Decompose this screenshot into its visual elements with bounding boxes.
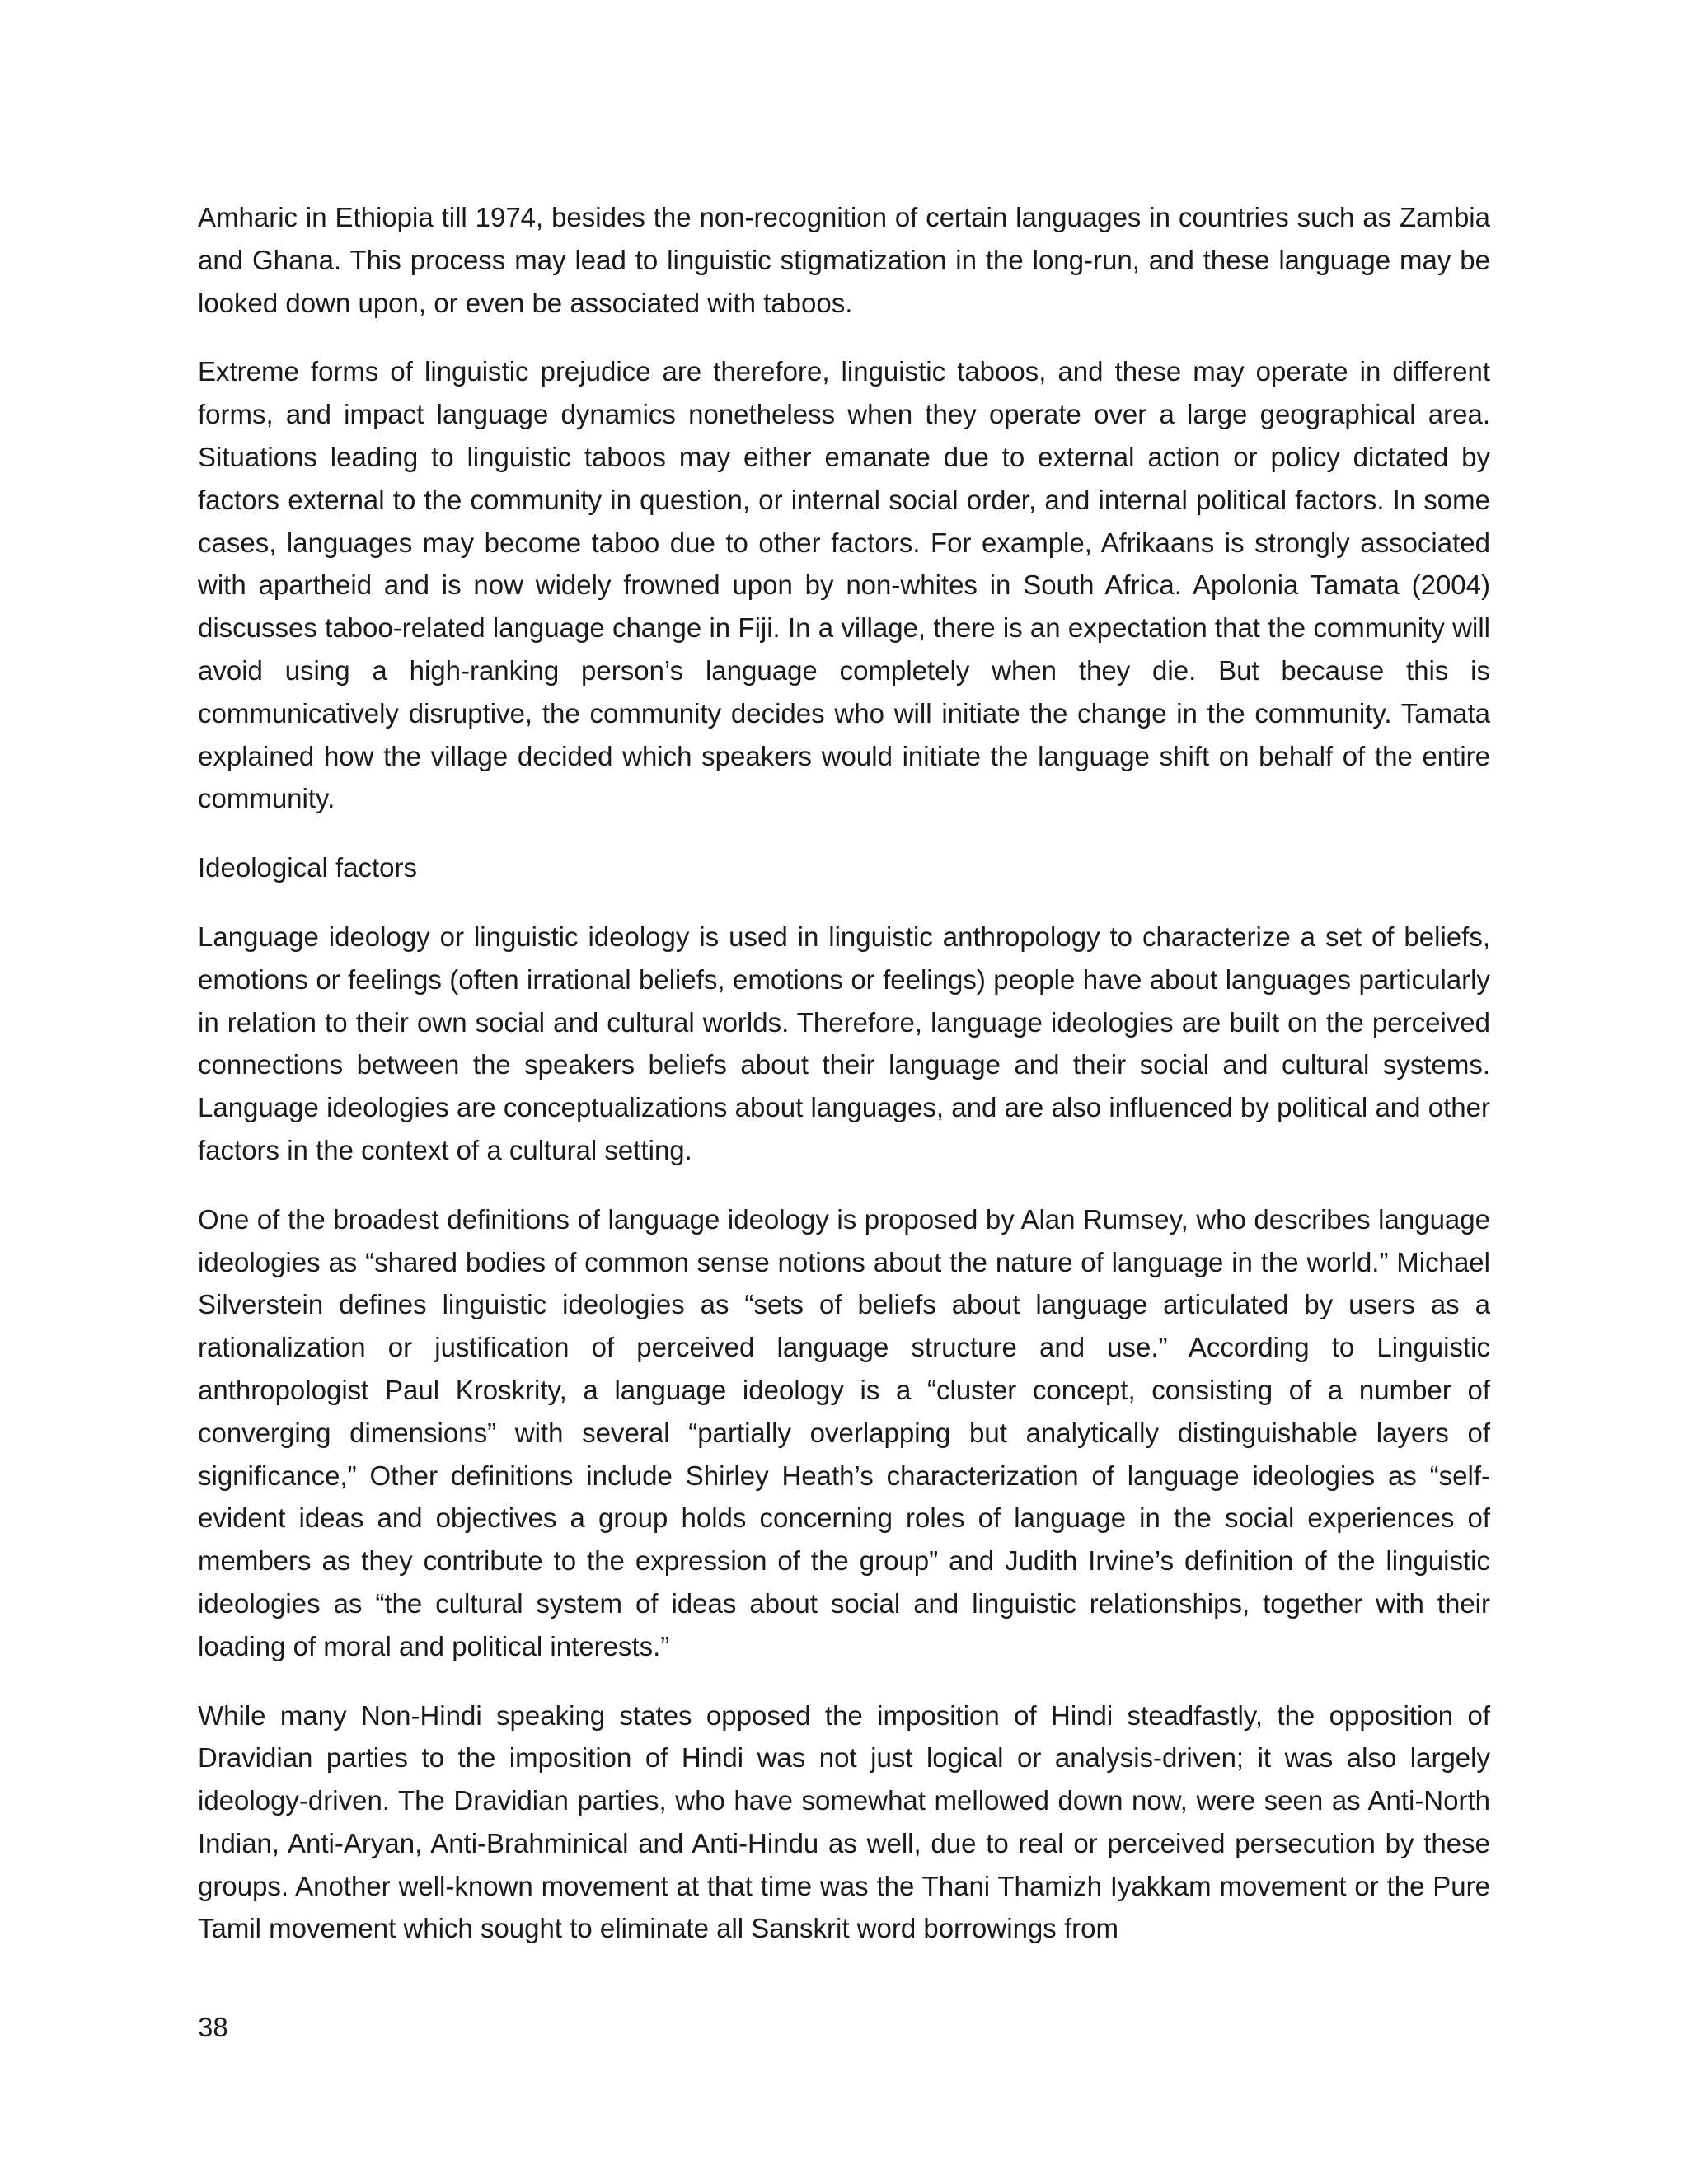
paragraph-amharic: Amharic in Ethiopia till 1974, besides the non-recognition of certain languages in countries such as Zambia and Ghana. This process may lead to linguistic stigmatization in the long-run, and these language may be looked down upon, or even be associated with taboos. xyxy=(198,202,1490,318)
paragraph-definitions: One of the broadest definitions of language ideology is proposed by Alan Rumsey, who describes language ideologies as “shared bodies of common sense notions about the nature of language in the world.” Michael Silverstein defines linguistic ideologies as “sets of beliefs about language articulated by users as a rationalization or justification of perceived language structure and use.” According to Linguistic anthropologist Paul Kroskrity, a language ideology is a “cluster concept, consisting of a number of converging dimensions” with several “partially overlapping but analytically distinguishable layers of significance,” Other definitions include Shirley Heath’s characterization of language ideologies as “self-evident ideas and objectives a group holds concerning roles of language in the social experiences of members as they contribute to the expression of the group” and Judith Irvine’s definition of the linguistic ideologies as “the cultural system of ideas about social and linguistic relationships, together with their loading of moral and political interests.” xyxy=(198,1203,1490,1661)
paragraph-language-ideology: Language ideology or linguistic ideology is used in linguistic anthropology to characterize a set of beliefs, emotions or feelings (often irrational beliefs, emotions or feelings) people have about languages particularly in relation to their own social and cultural worlds. Therefore, language ideologies are built on the perceived connections between the speakers beliefs about their language and their social and cultural systems. Language ideologies are conceptualizations about languages, and are also influenced by political and other factors in the context of a cultural setting. xyxy=(198,921,1490,1165)
section-heading: Ideological factors xyxy=(198,852,417,883)
paragraph-linguistic-taboos: Extreme forms of linguistic prejudice are therefore, linguistic taboos, and these may operate in different forms, and impact language dynamics nonetheless when they operate over a large geographical area. Situations leading to linguistic taboos may either emanate due to external action or policy dictated by factors external to the community in question, or internal social order, and internal political factors. In some cases, languages may become taboo due to other factors. For example, Afrikaans is strongly associated with apartheid and is now widely frowned upon by non-whites in South Africa. Apolonia Tamata (2004) discusses taboo-related language change in Fiji. In a village, there is an expectation that the community will avoid using a high-ranking person’s language completely when they die. But because this is communicatively disruptive, the community decides who will initiate the change in the community. Tamata explained how the village decided which speakers would initiate the language shift on behalf of the entire community. xyxy=(198,356,1490,814)
document-page xyxy=(198,196,1490,1976)
paragraph-dravidian-parties: While many Non-Hindi speaking states opposed the imposition of Hindi steadfastly, the opposition of Dravidian parties to the imposition of Hindi was not just logical or analysis-driven; it was also largely ideology-driven. The Dravidian parties, who have somewhat mellowed down now, were seen as Anti-North Indian, Anti-Aryan, Anti-Brahminical and Anti-Hindu as well, due to real or perceived persecution by these groups. Another well-known movement at that time was the Thani Thamizh Iyakkam movement or the Pure Tamil movement which sought to eliminate all Sanskrit word borrowings from xyxy=(198,1699,1490,1944)
page-number: 38 xyxy=(198,2012,228,2042)
